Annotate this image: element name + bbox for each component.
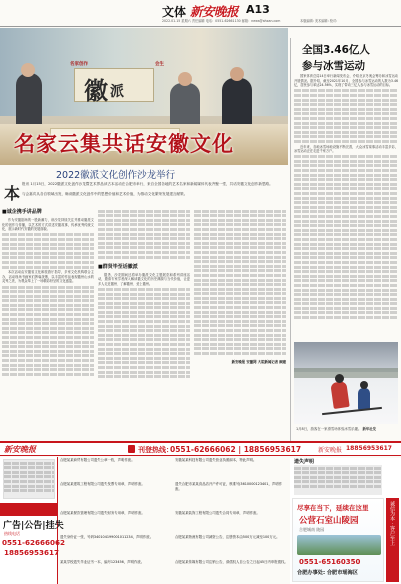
date: 2022.01.15 [162, 19, 181, 23]
page-editor: 本版编辑: [300, 19, 314, 23]
editor-label: 责任编辑 [191, 19, 205, 23]
skier-figure [330, 381, 349, 409]
hotline-number: 0551-62666062 | 18856953617 [170, 445, 302, 454]
sidebar-title-line2: 参与冰雪运动 [302, 60, 365, 72]
article-column-3 [194, 208, 286, 440]
section-heading: ■诚企携手讲品牌 [2, 209, 42, 215]
left-ad-phone-2: 18856953617 [4, 548, 60, 557]
hero-subtitle: 2022徽派文化创作沙龙举行 [56, 170, 176, 181]
photo-caption-text: 1月8日，游客在一家滑雪场体验冰雪乐趣。 [296, 427, 362, 431]
classified-item: 合肥某某传媒有限公司注销公告，请债权人自公告之日起45日内申报债权。 [175, 559, 288, 564]
article-column-1 [2, 208, 94, 440]
ad-banner-logo: 新安晚报 [4, 445, 36, 454]
skier-figure [358, 388, 370, 410]
left-ad-title: 广告|公告|挂失 [3, 521, 64, 531]
hero-caption-right: 会生 [155, 62, 164, 67]
left-ad-phone-label: 热线电话 [4, 531, 20, 536]
section-heading: ■群贤毕至话徽派 [98, 263, 138, 270]
right-strip-text: 诚信为本 · 客户至上 [389, 501, 395, 546]
classified-item: 遗失合肥市某某食品店开户许可证，核准号J3610000123401，声明作废。 [175, 482, 283, 491]
ski-photo [294, 342, 398, 424]
proofreader: 校对: [329, 19, 338, 23]
sidebar-paragraph: 近年来，各地冰雪场地设施不断完善，大众冰雪赛事活动丰富多彩，冰雪运动正在走进千家万户。 [294, 144, 398, 154]
intro-block [2, 181, 287, 205]
page-number: A13 [246, 3, 270, 16]
photo-credit: 新华社发 [362, 427, 376, 431]
sidebar-headline [302, 42, 370, 73]
ad-hotline-bar [0, 443, 401, 456]
article-column-2 [98, 208, 190, 440]
left-ad-phone-1: 0551-62666062 [2, 538, 65, 547]
left-ad-logo-bar [0, 503, 58, 516]
article-paragraph: 据悉，沙龙期间还将举办徽派文化主题展览和系列讲座活动，邀请专家学者深入解读徽文化的历史渊源与当代价值，让更多人走近徽州、了解徽州、爱上徽州。 [98, 272, 190, 286]
section-name: 文体 [162, 5, 187, 19]
sidebar-body [294, 74, 398, 339]
promo-office: 合肥办事处: 合肥市瑶海区 [297, 570, 358, 576]
classified-item: 合肥某某商贸有限公司遗失公章一枚，声明作废。 [60, 458, 135, 462]
promo-sub: 合肥城南 陵园 [299, 527, 325, 532]
classified-item: 合肥某某物流有限公司减资公告，注册资本由500万元减至100万元。 [175, 535, 280, 540]
sidebar-title-line1: 全国3.46亿人 [302, 44, 370, 56]
hero-title: 名家云集共话安徽文化 [14, 132, 234, 156]
promo-banner [292, 498, 384, 582]
byline: 新安晚报 安徽网 大皖新闻记者 顾建 [231, 360, 286, 364]
paper-logo: 新安晚报 [190, 4, 239, 19]
hero-caption-left: 名家创作 [70, 62, 88, 67]
classified-item: 合肥某某餐饮管理有限公司遗失财务专用章，声明作废。 [60, 511, 145, 516]
art-editor: 美术编辑: [314, 19, 329, 23]
cemetery-landscape [297, 535, 381, 555]
article-paragraph: 作为安徽剧场的一股新潮力，该沙龙持续关注并推动徽派文化的创作与传播，以艺术的方式讲述安徽故事，传承优秀传统文化，展示新时代安徽的发展面貌。 [2, 218, 94, 232]
email-info: 邮箱：news@ahxan.com [241, 19, 281, 23]
right-ad-block [290, 458, 401, 584]
article-paragraph: 本次活动由安徽省文化和旅游厅指导，多家文化机构联合主办，活动现场书画家们挥毫泼墨，以丰富的作品表现徽州山水的灵秀之美，为观众奉上了一场精彩纷呈的文化盛宴。 [2, 270, 94, 284]
classified-item: 合肥某某建筑工程有限公司遗失发票专用章，声明作废。 [60, 482, 145, 487]
right-tag: 新安晚报 [318, 447, 343, 454]
promo-phone: 0551-65160350 [299, 558, 361, 566]
classified-grid [60, 458, 288, 582]
left-ad-block [0, 457, 65, 584]
hotline-label: 刊登热线： [138, 446, 173, 454]
header-rule [0, 26, 401, 27]
calligraphy-glyph: 徽 [84, 76, 108, 105]
phone-info: 电话：0551-62661130 [205, 19, 241, 23]
classified-item: 某某学校遗失毕业证书一本，编号123456，声明作废。 [60, 559, 145, 564]
right-phone: 18856953617 [346, 445, 392, 452]
classified-item: 遗失身份证一张，号码340104199001011234，声明作废。 [60, 535, 154, 540]
sidebar-paragraph: 国家体育总局14日举行新闻发布会，介绍北京冬奥会筹办和冰雪运动开展情况。据介绍，截至2021年10月，全国参与冰雪运动的人数为3.46亿，居民参与率达24.56%，实现了带动三亿人参与冰雪运动的目标。 [294, 74, 398, 88]
phone-icon [128, 445, 135, 453]
sidebar-divider [290, 38, 291, 448]
hero-photo: 徽 派 名家创作 会生 名家云集共话安徽文化 [0, 28, 288, 165]
photo-caption [296, 427, 398, 431]
promo-line-2: 公营石室山陵园 [299, 516, 359, 526]
classified-item: 安徽某某科技有限公司遗失营业执照副本，特此声明。 [175, 458, 257, 462]
intro-text: 报讯 1月15日，2022徽派文化创作沙龙暨艺术界品读古本活动在合肥市举行，来自全国各地的艺术名家和新闻媒体代表齐聚一堂，共话安徽文化创作新思路。 [22, 182, 273, 186]
dropcap: 本 [4, 184, 21, 203]
right-strip [386, 498, 399, 582]
classified-item: 安徽某某装饰工程有限公司遗失合同专用章，声明作废。 [175, 511, 260, 516]
lost-notice-heading: 遗失声明 [294, 459, 315, 465]
promo-line-1: 尽享在当下，延续在这里 [297, 504, 369, 512]
intro-text-2: 与会嘉宾从各自领域出发，畅谈徽派文化创作中的思想价值和艺术价值，为推动文化繁荣发展建言献策。 [22, 192, 188, 196]
weekday: 星期六 [181, 19, 191, 23]
